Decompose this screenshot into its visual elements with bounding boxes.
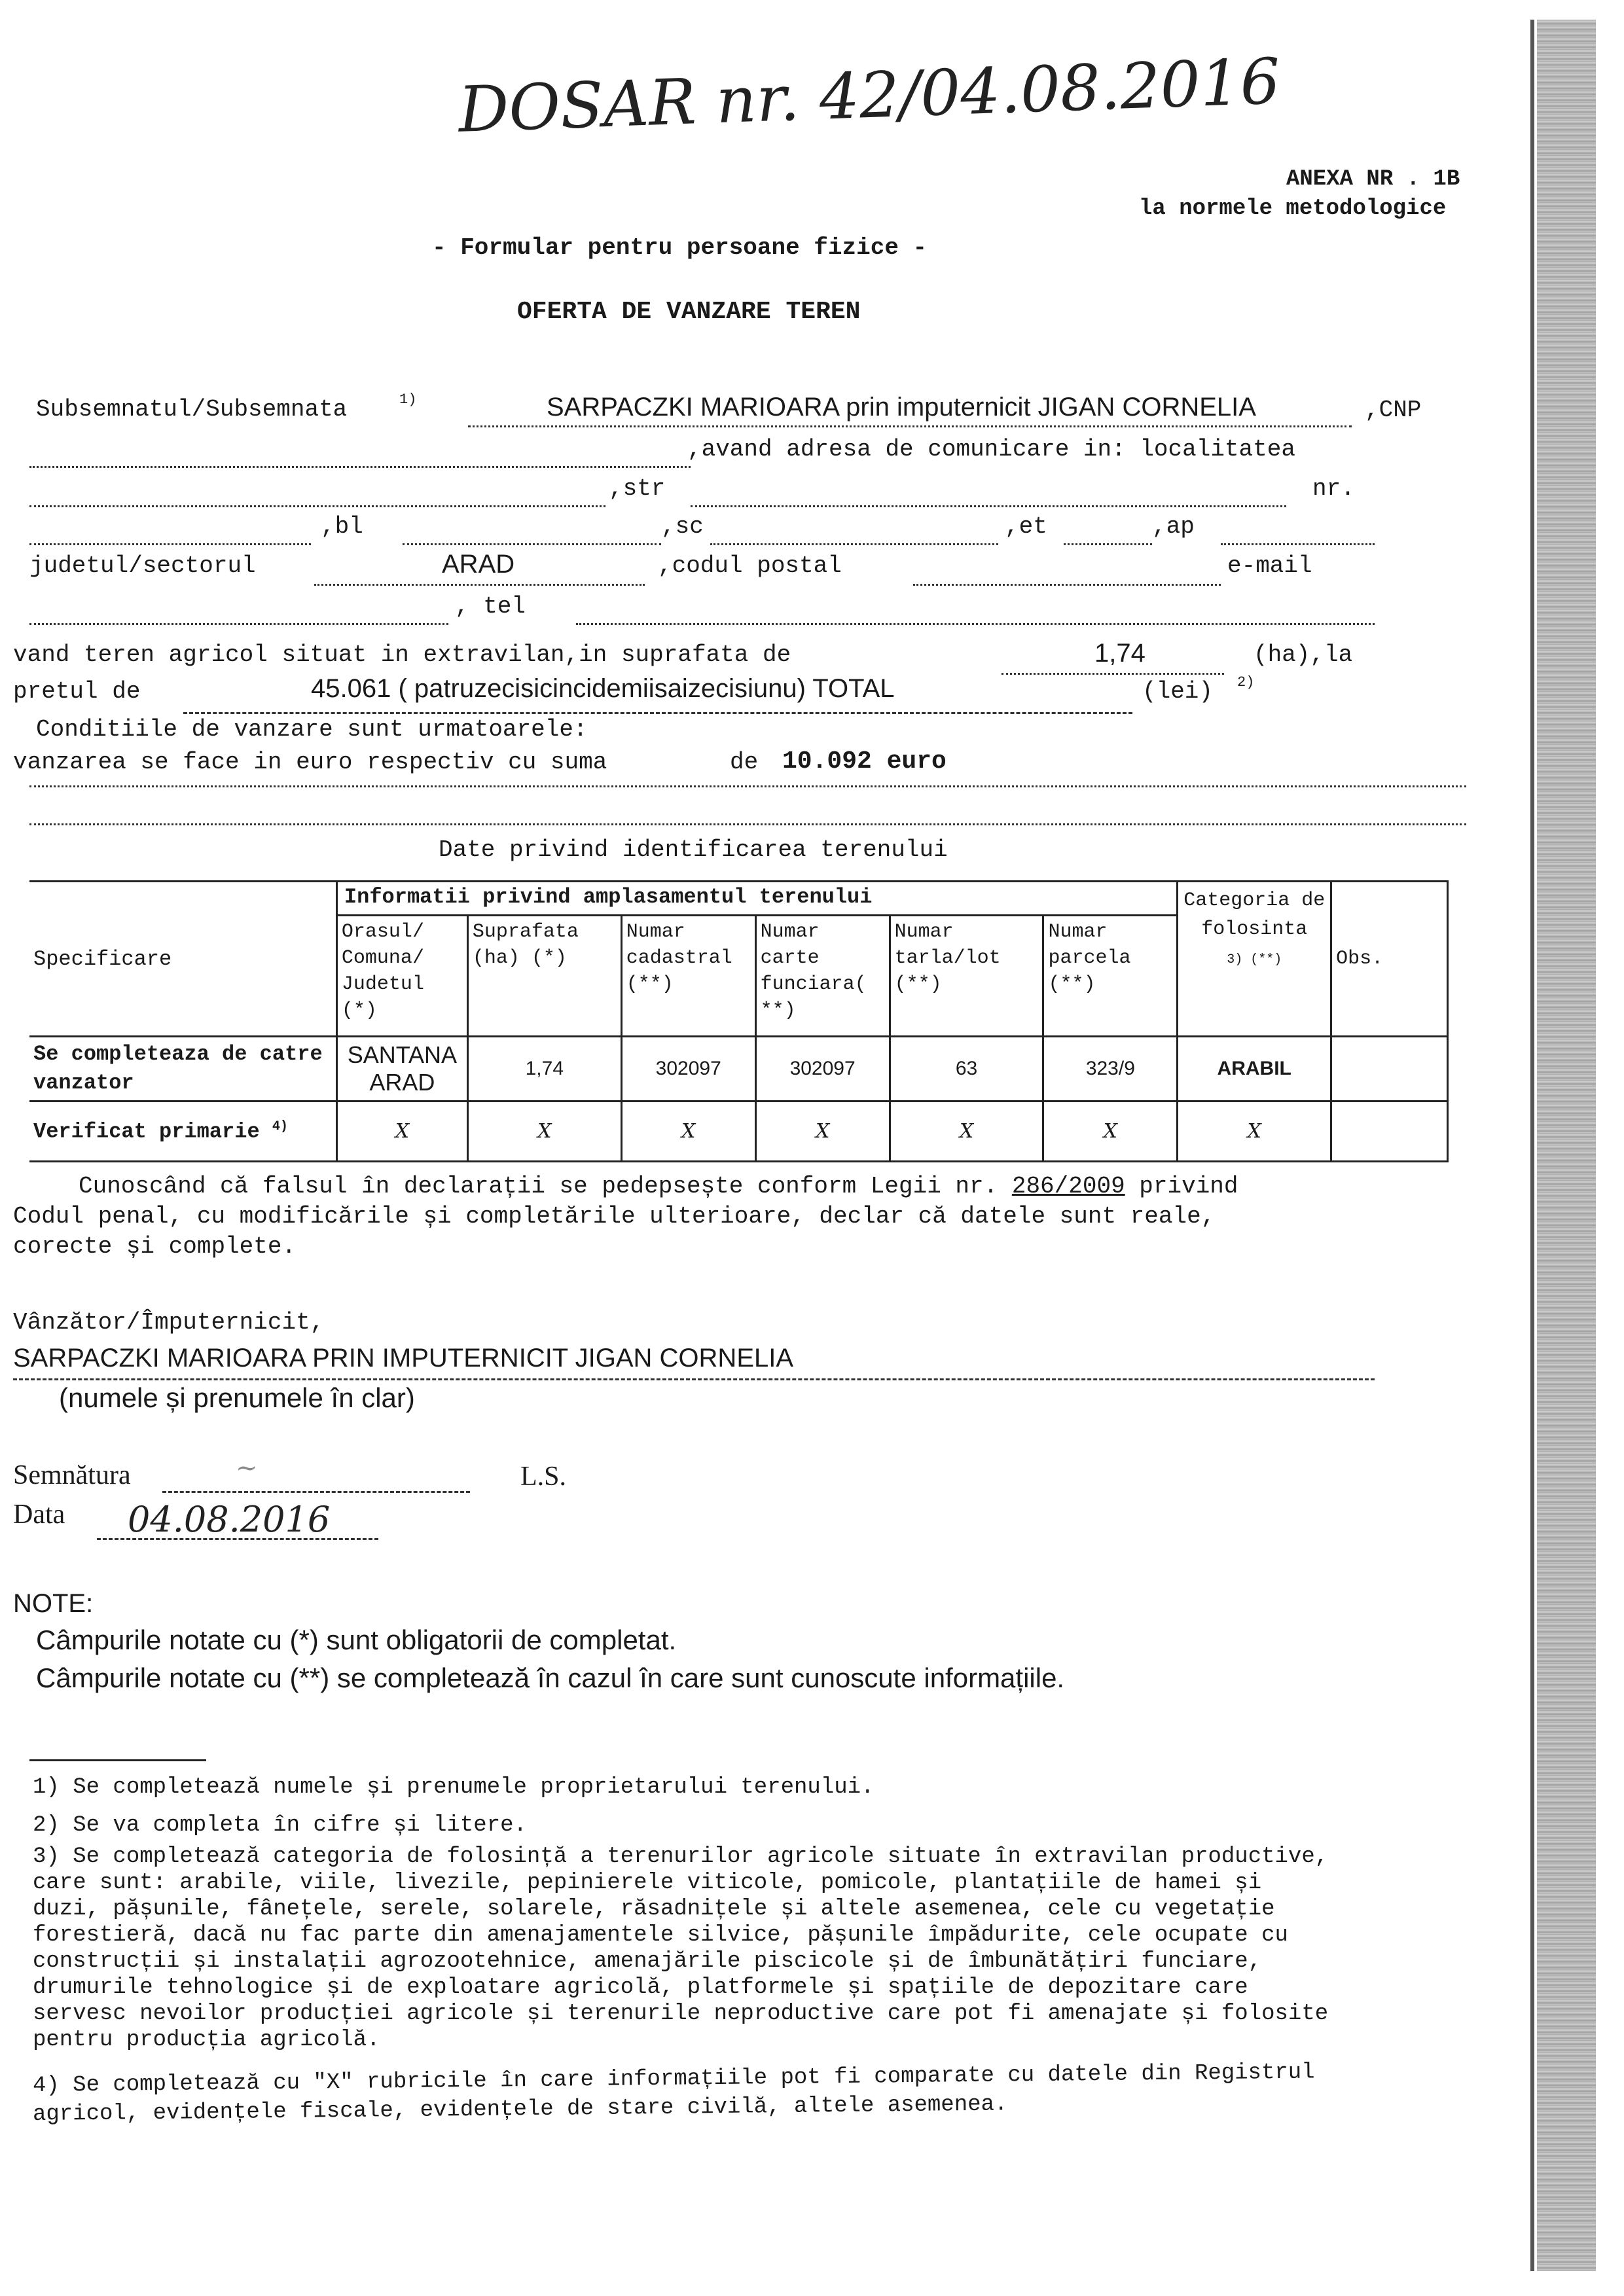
land-description: vand teren agricol situat in extravilan,in suprafata de <box>13 641 791 668</box>
cell-carte-funciara: 302097 <box>755 1037 890 1102</box>
postal-code-label: ,codul postal <box>658 552 842 579</box>
address-label: ,avand adresa de comunicare in: localitatea <box>687 436 1295 463</box>
date-value: 04.08.2016 <box>128 1499 331 1540</box>
footnote-3-line-6: drumurile tehnologice și de exploatare agricolă, platformele și spațiile de depozitare care <box>33 1975 1248 2000</box>
seller-name-line <box>468 425 1352 427</box>
county-line <box>314 584 645 586</box>
cell-obs <box>1331 1037 1448 1102</box>
hectare-label: (ha),la <box>1254 641 1353 668</box>
form-title: OFERTA DE VANZARE TEREN <box>517 298 861 326</box>
euro-amount: 10.092 euro <box>782 747 947 776</box>
apartment-label: ,ap <box>1152 513 1195 540</box>
seller-role-label: Vânzător/Împuternicit, <box>13 1309 325 1336</box>
printed-name-hint: (numele și prenumele în clar) <box>59 1382 415 1413</box>
law-number: 286/2009 <box>1011 1173 1125 1200</box>
footnote-3-line-5: construcții și instalații agrozootehnice, amenajările piscicole și de îmbunătățiri funciare, <box>33 1949 1262 1974</box>
handwritten-file-reference: DOSAR nr. 42/04.08.2016 <box>457 45 1282 147</box>
floor-line <box>1064 543 1152 545</box>
seller-name: SARPACZKI MARIOARA prin imputernicit JIGAN CORNELIA <box>547 393 1256 422</box>
header-parcela: Numar parcela (**) <box>1043 916 1178 1037</box>
subsemnatul-label: Subsemnatul/Subsemnata <box>36 396 348 423</box>
footnote-4-line-1: 4) Se completează cu "X" rubricile în care informațiile pot fi comparate cu datele din Registrul <box>32 2060 1315 2098</box>
cell-suprafata: 1,74 <box>467 1037 621 1102</box>
phone-label: , tel <box>455 593 526 620</box>
cell-cadastral: 302097 <box>621 1037 755 1102</box>
cell-parcela: 323/9 <box>1043 1037 1178 1102</box>
number-label: nr. <box>1312 475 1355 502</box>
table-caption: Date privind identificarea terenului <box>439 836 948 863</box>
row-verified-text: Verificat primarie <box>33 1119 260 1144</box>
email-value-line <box>29 623 448 625</box>
cell-categoria: ARABIL <box>1178 1037 1331 1102</box>
header-tarla: Numar tarla/lot (**) <box>890 916 1043 1037</box>
header-location-group: Informatii privind amplasamentul terenului <box>336 882 1177 916</box>
date-label: Data <box>13 1499 65 1530</box>
email-label: e-mail <box>1227 552 1312 579</box>
cell-orasul: SANTANA ARAD <box>336 1037 467 1102</box>
footnote-3-line-8: pentru producția agricolă. <box>33 2028 380 2053</box>
annex-title: ANEXA NR . 1B <box>1286 167 1460 192</box>
street-label: ,str <box>609 475 666 502</box>
postal-code-line <box>913 584 1221 586</box>
row-verified-label <box>29 1102 336 1162</box>
number-value-line <box>29 543 311 545</box>
cell-tarla: 63 <box>890 1037 1043 1102</box>
floor-label: ,et <box>1005 513 1047 540</box>
conditions-line-1 <box>29 785 1466 787</box>
mark-orasul: X <box>336 1102 467 1162</box>
seal-label: L.S. <box>520 1462 567 1492</box>
annex-subtitle: la normele metodologice <box>1139 196 1447 221</box>
block-line <box>403 543 661 545</box>
form-type: - Formular pentru persoane fizice - <box>432 234 928 261</box>
note-optional: Câmpurile notate cu (**) se completează în cazul în care sunt cunoscute informațiile. <box>36 1662 1065 1693</box>
stair-line <box>710 543 998 545</box>
footnote-3-line-2: care sunt: arabile, viile, livezile, pepinierele viticole, pomicole, plantațiile de hamei și <box>33 1871 1262 1895</box>
cnp-value-line <box>29 466 691 468</box>
mark-categoria: X <box>1178 1102 1331 1162</box>
mark-parcela: X <box>1043 1102 1178 1162</box>
cnp-label: ,CNP <box>1365 397 1422 423</box>
conditions-label: Conditiile de vanzare sunt urmatoarele: <box>36 716 588 743</box>
footnote-ref-4: 4) <box>272 1119 288 1134</box>
euro-de-label: de <box>730 749 759 776</box>
conditions-line-2 <box>29 823 1466 825</box>
area-line <box>1001 673 1224 675</box>
seller-printed-name: SARPACZKI MARIOARA PRIN IMPUTERNICIT JIGAN CORNELIA <box>13 1344 794 1372</box>
price-value: 45.061 ( patruzecisicincidemiisaizecisiunu) TOTAL <box>311 674 895 703</box>
footnote-3-line-3: duzi, pășunile, fânețele, serele, solarele, răsadnițele și altele asemenea, cele cu vegetație <box>33 1897 1275 1922</box>
signature-label: Semnătura <box>13 1460 131 1490</box>
phone-line <box>576 623 1375 625</box>
signature-scribble: ~ <box>236 1453 258 1483</box>
header-cadastral: Numar cadastral (**) <box>621 916 755 1037</box>
conditions-text: vanzarea se face in euro respectiv cu suma <box>13 749 607 776</box>
footnote-3-line-1: 3) Se completează categoria de folosință a terenurilor agricole situate în extravilan productive, <box>33 1844 1329 1869</box>
price-label: pretul de <box>13 678 141 705</box>
street-line <box>691 505 1286 507</box>
county-value: ARAD <box>442 550 515 579</box>
header-obs: Obs. <box>1331 882 1448 1037</box>
footnote-ref-2: 2) <box>1237 674 1255 691</box>
mark-suprafata: X <box>467 1102 621 1162</box>
scan-edge-strip <box>1537 20 1596 2271</box>
footnote-2: 2) Se va completa în cifre și litere. <box>33 1813 527 1838</box>
signature-line <box>162 1491 470 1493</box>
scan-edge-line <box>1530 20 1534 2271</box>
price-line <box>183 712 1132 714</box>
block-label: ,bl <box>321 513 363 540</box>
header-categoria-label: Categoria de folosinta <box>1183 889 1326 941</box>
mark-obs <box>1331 1102 1448 1162</box>
row-seller-label: Se completeaza de catre vanzator <box>29 1037 336 1102</box>
lei-label: (lei) <box>1142 678 1214 705</box>
header-carte-funciara: Numar carte funciara( **) <box>755 916 890 1037</box>
footnote-separator <box>29 1759 206 1761</box>
header-categoria <box>1178 882 1331 1037</box>
footnote-1: 1) Se completează numele și prenumele proprietarului terenului. <box>33 1775 875 1800</box>
locality-line <box>29 505 605 507</box>
notes-title: NOTE: <box>13 1589 94 1618</box>
footnote-4-line-2: agricol, evidențele fiscale, evidențele de stare civilă, altele asemenea. <box>32 2092 1008 2127</box>
header-orasul: Orasul/ Comuna/ Judetul (*) <box>336 916 467 1037</box>
table-row <box>29 1102 1448 1162</box>
printed-name-line <box>13 1378 1375 1380</box>
declaration-text-2: privind <box>1139 1173 1238 1200</box>
footnote-ref-1: 1) <box>399 391 417 408</box>
declaration-text-1: Cunoscând că falsul în declarații se pedepsește conform Legii nr. <box>79 1173 998 1200</box>
declaration-line-1 <box>79 1173 1238 1200</box>
table-row <box>29 1037 1448 1102</box>
county-label: judetul/sectorul <box>29 552 256 579</box>
declaration-line-2: Codul penal, cu modificările și completările ulterioare, declar că datele sunt reale, <box>13 1203 1216 1230</box>
footnote-3-line-4: forestieră, dacă nu fac parte din amenajamentele silvice, pășunile împădurite, cele ocupate cu <box>33 1923 1288 1948</box>
footnote-3-line-7: servesc nevoilor producției agricole și terenurile neproductive care pot fi amenajate și folosite <box>33 2001 1329 2026</box>
note-required: Câmpurile notate cu (*) sunt obligatorii de completat. <box>36 1624 677 1655</box>
area-value: 1,74 <box>1094 639 1146 668</box>
header-suprafata: Suprafata (ha) (*) <box>467 916 621 1037</box>
declaration-line-3: corecte și complete. <box>13 1233 297 1260</box>
stair-label: ,sc <box>661 513 704 540</box>
header-specificare: Specificare <box>29 882 336 1037</box>
mark-cadastral: X <box>621 1102 755 1162</box>
mark-tarla: X <box>890 1102 1043 1162</box>
land-identification-table <box>29 880 1449 1162</box>
mark-carte-funciara: X <box>755 1102 890 1162</box>
header-categoria-note: 3) (**) <box>1227 952 1282 967</box>
apartment-line <box>1221 543 1375 545</box>
